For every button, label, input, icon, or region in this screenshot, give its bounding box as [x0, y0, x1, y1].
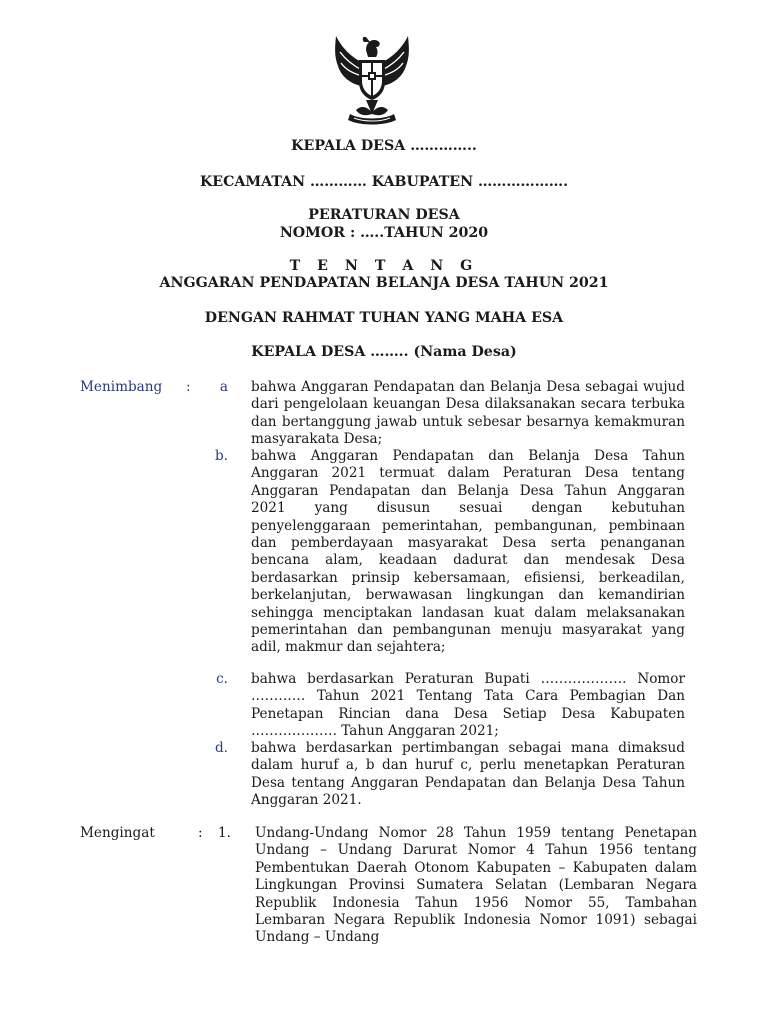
- menimbang-item-c: bahwa berdasarkan Peraturan Bupati ………………. Nomor ………… Tahun 2021 Tentang Tata Cara Pembagian Dan Penetapan Rincian dana Desa Setiap Desa Kabupaten ………………. Tahun Anggaran 2021;: [251, 671, 685, 740]
- menimbang-item-a: bahwa Anggaran Pendapatan dan Belanja Desa sebagai wujud dari pengelolaan keuangan Desa dilaksanakan secara terbuka dan bertanggung jawab untuk sebesar besarnya kemakmuran masyarakata Desa;: [251, 379, 685, 448]
- mengingat-marker-1: 1.: [218, 825, 231, 841]
- mengingat-item-1: Undang-Undang Nomor 28 Tahun 1959 tentang Penetapan Undang – Undang Darurat Nomor 4 Tahun 1956 tentang Pembentukan Daerah Otonom Kabupaten – Kabupaten dalam Lingkungan Provinsi Sumatera Selatan (Lembaran Negara Republik Indonesia Tahun 1956 Nomor 55, Tambahan Lembaran Negara Republik Indonesia Nomor 1091) sebagai Undang – Undang: [255, 825, 697, 946]
- heading-tentang: T E N T A N G: [289, 258, 479, 274]
- heading-nomor: NOMOR : …..TAHUN 2020: [279, 225, 489, 241]
- menimbang-marker-c: c.: [216, 671, 228, 687]
- garuda-emblem: [326, 30, 418, 126]
- menimbang-marker-b: b.: [214, 448, 228, 464]
- mengingat-label: Mengingat: [80, 825, 155, 841]
- heading-kecamatan-kabupaten: KECAMATAN ………… KABUPATEN ……………….: [199, 174, 569, 190]
- heading-kepala-nama: KEPALA DESA …….. (Nama Desa): [251, 344, 517, 360]
- menimbang-label: Menimbang: [80, 379, 163, 395]
- menimbang-marker-d: d.: [214, 740, 228, 756]
- menimbang-item-d: bahwa berdasarkan pertimbangan sebagai mana dimaksud dalam huruf a, b dan huruf c, perlu menetapkan Peraturan Desa tentang Anggaran Pendapatan dan Belanja Desa Tahun Anggaran 2021.: [251, 740, 685, 809]
- mengingat-colon: :: [198, 825, 203, 841]
- menimbang-colon: :: [186, 379, 191, 395]
- document-title: ANGGARAN PENDAPATAN BELANJA DESA TAHUN 2021: [159, 275, 609, 291]
- heading-peraturan-desa: PERATURAN DESA: [308, 207, 460, 223]
- menimbang-marker-a: a: [219, 379, 228, 395]
- heading-rahmat: DENGAN RAHMAT TUHAN YANG MAHA ESA: [204, 310, 564, 326]
- heading-kepala-desa: KEPALA DESA …………..: [291, 138, 477, 154]
- menimbang-item-b: bahwa Anggaran Pendapatan dan Belanja Desa Tahun Anggaran 2021 termuat dalam Peraturan Desa tentang Anggaran Pendapatan dan Belanja Desa Tahun Anggaran 2021 yang disusun sesuai dengan kebutuhan penyelenggaraan pemerintahan, pembangunan, pembinaan dan pemberdayaan masyarakat Desa serta penanganan bencana alam, keadaan dadurat dan mendesak Desa berdasarkan prinsip kebersamaan, efisiensi, berkeadilan, berkelanjutan, berwawasan lingkungan dan kemandirian sehingga menciptakan landasan kuat dalam melaksanakan pemerintahan dan pembangunan menuju masyarakat yang adil, makmur dan sejahtera;: [251, 448, 685, 656]
